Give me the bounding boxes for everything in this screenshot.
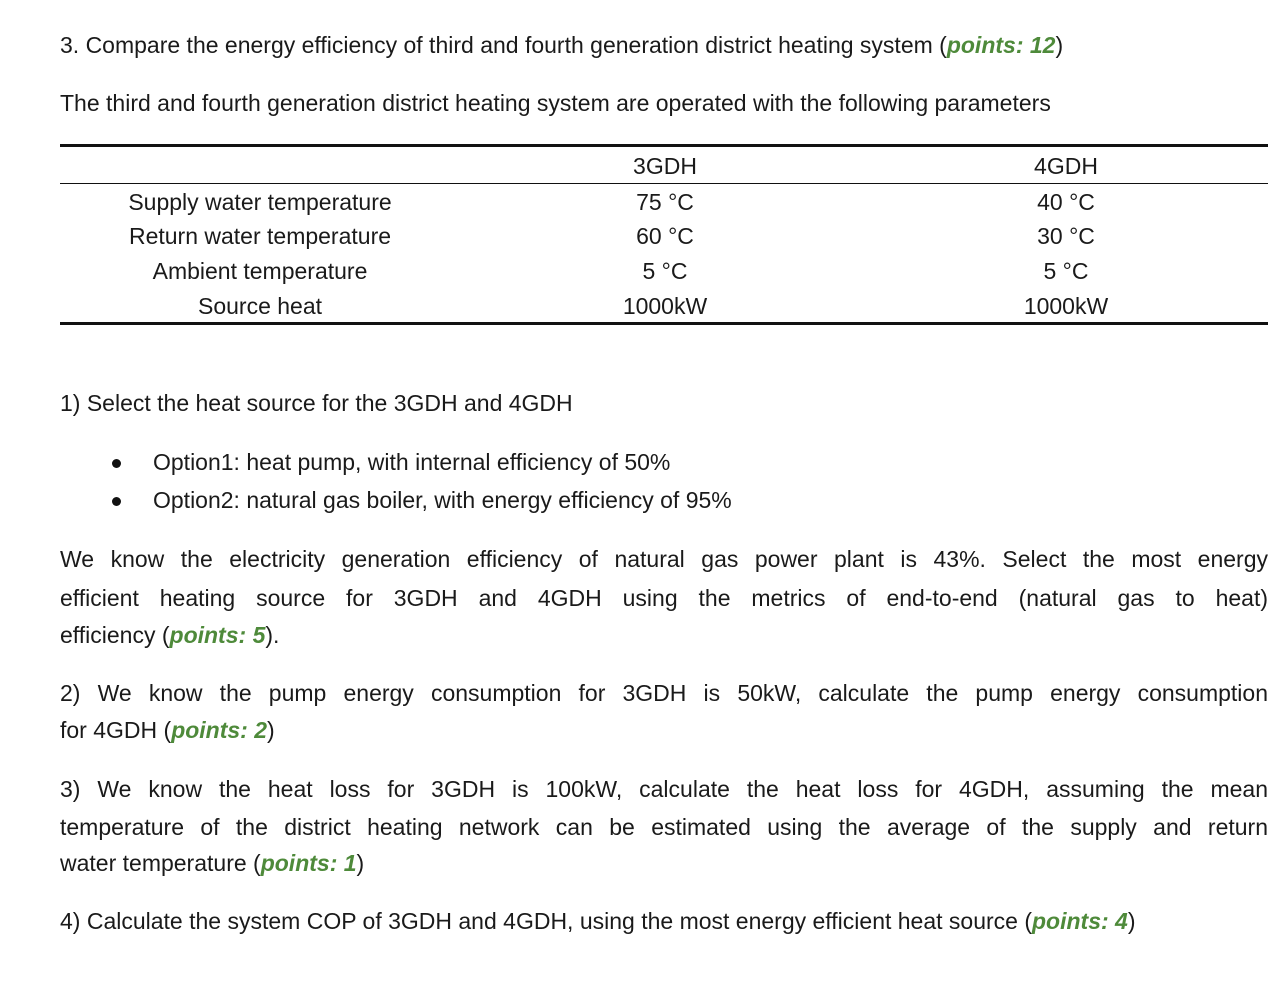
bullet-icon	[112, 459, 121, 468]
cell-4gdh: 30 °C	[1037, 223, 1095, 249]
list-item: Option2: natural gas boiler, with energy efficiency of 95%	[153, 487, 732, 513]
row-label: Supply water temperature	[128, 189, 392, 215]
part2-line: 2) We know the pump energy consumption for 3GDH is 50kW, calculate the pump energy consumption	[60, 680, 1268, 706]
points-label: points: 1	[260, 850, 357, 876]
cell-4gdh: 5 °C	[1043, 258, 1089, 284]
cell-4gdh: 40 °C	[1037, 189, 1095, 215]
points-label: points: 2	[171, 717, 268, 743]
table-header-rule	[60, 183, 1268, 184]
table-bottom-rule	[60, 322, 1268, 325]
part3-line: water temperature (points: 1)	[60, 850, 365, 876]
cell-3gdh: 5 °C	[642, 258, 688, 284]
part1-line: efficiency (points: 5).	[60, 622, 280, 648]
question-title: 3. Compare the energy efficiency of third and fourth generation district heating system (points: 12)	[60, 32, 1064, 58]
points-label: points: 5	[169, 622, 266, 648]
list-item: Option1: heat pump, with internal efficiency of 50%	[153, 449, 671, 475]
table-top-rule	[60, 144, 1268, 147]
cell-3gdh: 75 °C	[636, 189, 694, 215]
row-label: Source heat	[197, 293, 323, 319]
part3-line: 3) We know the heat loss for 3GDH is 100kW, calculate the heat loss for 4GDH, assuming the mean	[60, 776, 1268, 802]
cell-3gdh: 1000kW	[622, 293, 708, 319]
intro-text: The third and fourth generation district heating system are operated with the following parameters	[60, 90, 1051, 116]
points-label: points: 12	[946, 32, 1056, 58]
part4-text: 4) Calculate the system COP of 3GDH and 4GDH, using the most energy efficient heat source (points: 4)	[60, 908, 1136, 934]
header-4gdh: 4GDH	[1034, 153, 1098, 179]
part2-line: for 4GDH (points: 2)	[60, 717, 275, 743]
bullet-icon	[112, 497, 121, 506]
cell-3gdh: 60 °C	[636, 223, 694, 249]
part3-line: temperature of the district heating network can be estimated using the average of the supply and return	[60, 814, 1268, 840]
row-label: Ambient temperature	[152, 258, 368, 284]
part1-line: efficient heating source for 3GDH and 4GDH using the metrics of end-to-end (natural gas to heat)	[60, 585, 1268, 611]
cell-4gdh: 1000kW	[1023, 293, 1109, 319]
points-label: points: 4	[1032, 908, 1128, 934]
part1-heading: 1) Select the heat source for the 3GDH and 4GDH	[60, 390, 573, 416]
part1-line: We know the electricity generation efficiency of natural gas power plant is 43%. Select the most energy	[60, 546, 1268, 572]
header-3gdh: 3GDH	[633, 153, 697, 179]
row-label: Return water temperature	[128, 223, 392, 249]
